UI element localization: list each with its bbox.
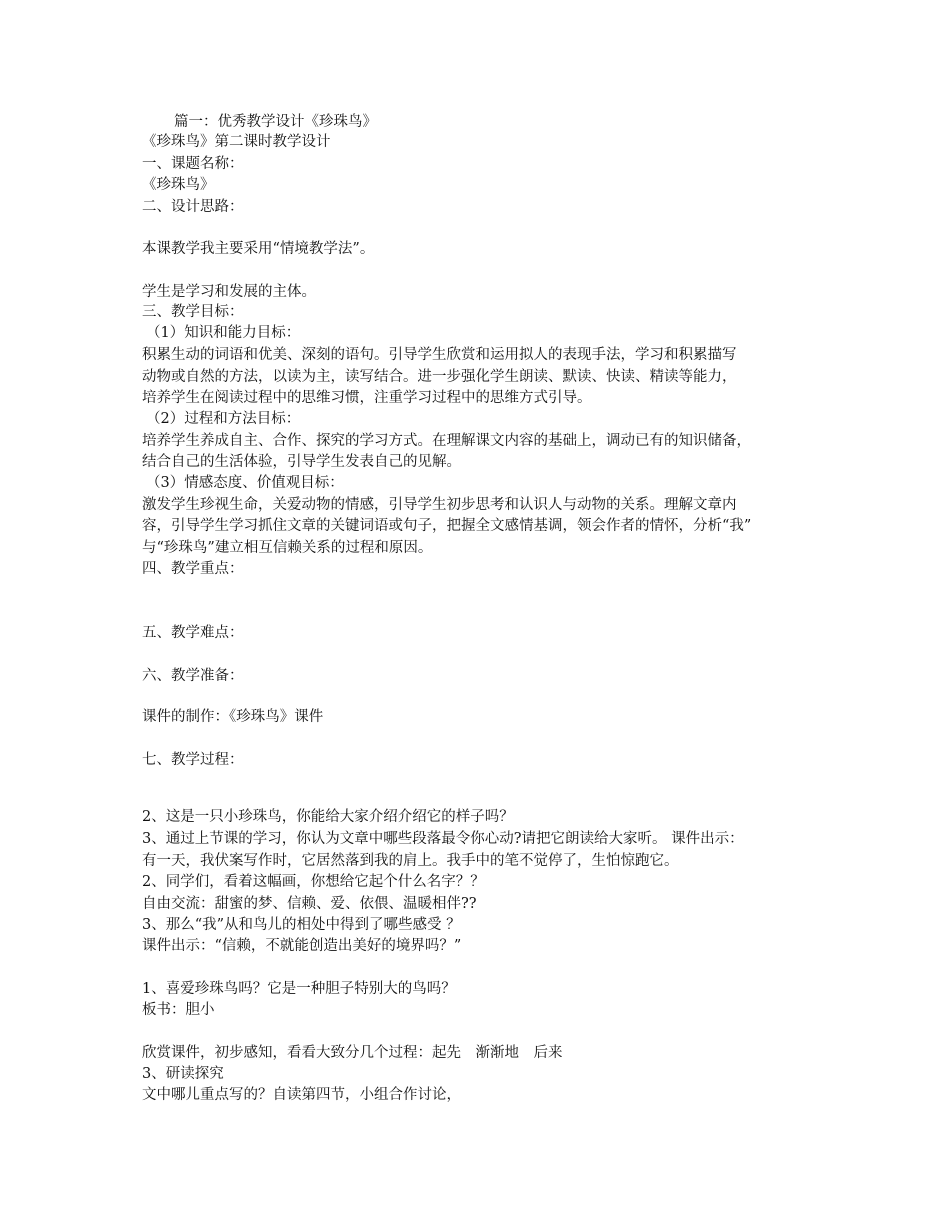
text-line: 本课教学我主要采用“情境教学法”。 [142, 241, 375, 257]
document-subtitle: 《珍珠鸟》第二课时教学设计 [142, 134, 331, 150]
section-heading: 七、教学过程： [142, 752, 244, 768]
text-line: 《珍珠鸟》 [142, 177, 215, 193]
text-line: 1、喜爱珍珠鸟吗？它是一种胆子特别大的鸟吗？ [142, 981, 456, 997]
text-line: 课件的制作：《珍珠鸟》课件 [142, 709, 324, 725]
text-line: 积累生动的词语和优美、深刻的语句。引导学生欣赏和运用拟人的表现手法，学习和积累描写 [142, 347, 737, 363]
text-line: 文中哪儿重点写的？自读第四节，小组合作讨论， [142, 1087, 461, 1103]
section-heading: 五、教学难点： [142, 625, 244, 641]
section-heading: 六、教学准备： [142, 668, 244, 684]
text-line: 2、这是一只小珍珠鸟，你能给大家介绍介绍它的样子吗？ [142, 809, 514, 825]
text-line: 自由交流：甜蜜的梦、信赖、爱、依偎、温暖相伴?? [142, 896, 477, 912]
text-line: 与“珍珠鸟”建立相互信赖关系的过程和原因。 [142, 540, 433, 556]
document-title: 篇一：优秀教学设计《珍珠鸟》 [174, 114, 377, 130]
text-line: 动物或自然的方法，以读为主，读写结合。进一步强化学生朗读、默读、快读、精读等能力， [142, 369, 737, 385]
text-line: 板书：胆小 [142, 1002, 215, 1018]
text-line: 欣赏课件，初步感知，看看大致分几个过程：起先 渐渐地 后来 [142, 1045, 563, 1061]
subsection-heading: （1）知识和能力目标： [146, 325, 301, 341]
text-line: 培养学生在阅读过程中的思维习惯，注重学习过程中的思维方式引导。 [142, 390, 592, 406]
text-line: 培养学生养成自主、合作、探究的学习方式。在理解课文内容的基础上，调动已有的知识储备， [142, 433, 751, 449]
text-line: 学生是学习和发展的主体。 [142, 284, 316, 300]
text-line: 有一天，我伏案写作时，它居然落到我的肩上。我手中的笔不觉停了，生怕惊跑它。 [142, 853, 679, 869]
text-line: 激发学生珍视生命，关爱动物的情感，引导学生初步思考和认识人与动物的关系。理解文章内 [142, 497, 737, 513]
section-heading: 一、课题名称： [142, 156, 244, 172]
text-line: 3、通过上节课的学习，你认为文章中哪些段落最令你心动?请把它朗读给大家听。 课件出示： [142, 831, 744, 847]
text-line: 课件出示：“信赖，不就能创造出美好的境界吗？” [142, 938, 462, 954]
text-line: 3、研读探究 [142, 1066, 224, 1082]
section-heading: 三、教学目标： [142, 304, 244, 320]
text-line: 结合自己的生活体验，引导学生发表自己的见解。 [142, 454, 461, 470]
text-line: 3、那么“我”从和鸟儿的相处中得到了哪些感受 ？ [142, 917, 461, 933]
section-heading: 四、教学重点： [142, 561, 244, 577]
subsection-heading: （3）情感态度、价值观目标： [146, 475, 344, 491]
text-line: 2、同学们，看着这幅画，你想给它起个什么名字？？ [142, 874, 485, 890]
subsection-heading: （2）过程和方法目标： [146, 411, 301, 427]
text-line: 容，引导学生学习抓住文章的关键词语或句子，把握全文感情基调，领会作者的情怀，分析“我” [142, 518, 752, 534]
section-heading: 二、设计思路： [142, 199, 244, 215]
